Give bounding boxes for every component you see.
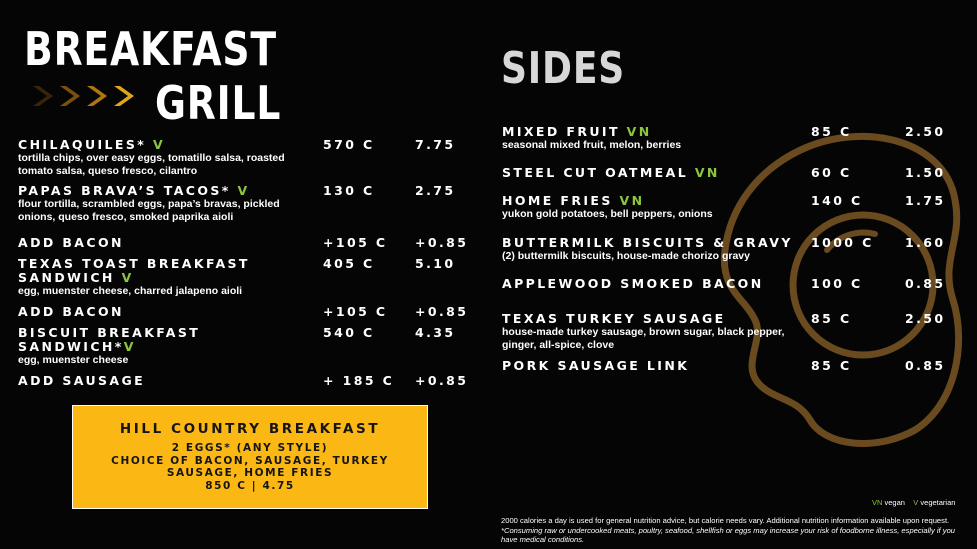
side-item-texas-turkey-sausage bbox=[502, 312, 784, 351]
item-description: (2) buttermilk biscuits, house-made chorizo gravy bbox=[502, 250, 750, 262]
nutrition-footnote bbox=[501, 516, 961, 545]
promo-line: SAUSAGE, HOME FRIES bbox=[166, 467, 334, 479]
item-price: 1.75 bbox=[905, 193, 946, 208]
item-description: yukon gold potatoes, bell peppers, onions bbox=[502, 208, 713, 220]
menu-item-add-bacon bbox=[18, 236, 124, 250]
menu-title-line1: BREAKFAST bbox=[24, 22, 277, 76]
item-price: 7.75 bbox=[415, 137, 456, 152]
item-price: 0.85 bbox=[905, 358, 946, 373]
sides-title: SIDES bbox=[501, 43, 626, 94]
item-name: STEEL CUT OATMEAL bbox=[502, 165, 689, 180]
item-name: APPLEWOOD SMOKED BACON bbox=[502, 276, 764, 291]
item-name: BUTTERMILK BISCUITS & GRAVY bbox=[502, 235, 793, 250]
promo-line: 2 EGGS* (ANY STYLE) bbox=[171, 442, 329, 454]
item-description: tortilla chips, over easy eggs, tomatillo salsa, roasted bbox=[18, 152, 285, 164]
vegetarian-tag: V bbox=[121, 270, 134, 285]
promo-box-hill-country-breakfast bbox=[72, 405, 428, 509]
item-name: CHILAQUILES* bbox=[18, 137, 147, 152]
item-name: ADD BACON bbox=[18, 235, 124, 250]
side-item-mixed-fruit bbox=[502, 125, 681, 152]
item-calories: 570 C bbox=[323, 137, 375, 152]
item-name: ADD BACON bbox=[18, 304, 124, 319]
vegan-tag: VN bbox=[619, 193, 645, 208]
legend-v-label: vegetarian bbox=[920, 498, 956, 507]
item-name: PAPAS BRAVA’S TACOS* bbox=[18, 183, 231, 198]
item-description: ginger, all-spice, clove bbox=[502, 338, 615, 351]
diet-legend bbox=[872, 498, 955, 507]
menu-item-chilaquiles bbox=[18, 138, 285, 177]
side-item-biscuits-gravy bbox=[502, 236, 793, 263]
chevron-right-icon bbox=[84, 81, 114, 111]
item-description: egg, muenster cheese, charred jalapeno aioli bbox=[18, 285, 243, 297]
vegetarian-tag: V bbox=[152, 137, 166, 152]
legend-vn-code: VN bbox=[872, 498, 883, 507]
item-price: +0.85 bbox=[415, 373, 469, 388]
item-calories: 130 C bbox=[323, 183, 375, 198]
chevron-right-icon bbox=[57, 81, 87, 111]
item-calories: 60 C bbox=[811, 165, 852, 180]
item-calories: 100 C bbox=[811, 276, 863, 291]
footnote-plain: 2000 calories a day is used for general nutrition advice, but calorie needs vary. Additional nutrition information available upon request. bbox=[501, 516, 950, 525]
item-name: SANDWICH* bbox=[18, 339, 124, 354]
item-price: 2.50 bbox=[905, 124, 946, 139]
item-name: ADD SAUSAGE bbox=[18, 373, 146, 388]
item-calories: 85 C bbox=[811, 311, 852, 326]
item-price: 1.60 bbox=[905, 235, 946, 250]
item-price: 4.35 bbox=[415, 325, 456, 340]
vegetarian-tag: V bbox=[123, 339, 136, 354]
vegan-tag: VN bbox=[626, 124, 652, 139]
promo-title: HILL COUNTRY BREAKFAST bbox=[119, 421, 381, 437]
item-description: house-made turkey sausage, brown sugar, black pepper, bbox=[502, 326, 785, 338]
item-description: egg, muenster cheese bbox=[18, 354, 129, 366]
side-item-pork-sausage-link bbox=[502, 359, 689, 373]
item-calories: + 185 C bbox=[323, 373, 395, 388]
item-price: 0.85 bbox=[905, 276, 946, 291]
menu-item-add-sausage bbox=[18, 374, 145, 388]
item-description: onions, queso fresco, smoked paprika aioli bbox=[18, 210, 234, 223]
menu-item-texas-toast-sandwich bbox=[18, 257, 250, 298]
promo-line: CHOICE OF BACON, SAUSAGE, TURKEY bbox=[111, 454, 389, 467]
item-description: tomato salsa, queso fresco, cilantro bbox=[18, 164, 198, 177]
menu-title-line2: GRILL bbox=[155, 76, 282, 130]
vegetarian-tag: V bbox=[237, 183, 250, 198]
item-price: 5.10 bbox=[415, 256, 456, 271]
footnote-warning: *Consuming raw or undercooked meats, poultry, seafood, shellfish or eggs may increase your risk of foodborne illness, especially if you have medical conditions. bbox=[501, 525, 956, 545]
promo-price: 850 C | 4.75 bbox=[205, 479, 295, 492]
menu-item-papas-bravas-tacos bbox=[18, 184, 280, 223]
item-calories: 140 C bbox=[811, 193, 863, 208]
legend-v-code: V bbox=[913, 498, 919, 507]
item-name: TEXAS TOAST BREAKFAST bbox=[18, 256, 250, 271]
item-name: PORK SAUSAGE LINK bbox=[502, 358, 690, 373]
chevron-right-icon bbox=[111, 81, 141, 111]
item-name: TEXAS TURKEY SAUSAGE bbox=[502, 311, 726, 326]
chevron-right-icon bbox=[30, 81, 60, 111]
item-description: flour tortilla, scrambled eggs, papa’s bravas, pickled bbox=[18, 198, 280, 210]
item-calories: 85 C bbox=[811, 124, 852, 139]
item-price: 2.50 bbox=[905, 311, 946, 326]
item-calories: 540 C bbox=[323, 325, 375, 340]
item-price: +0.85 bbox=[415, 235, 469, 250]
side-item-applewood-bacon bbox=[502, 277, 764, 291]
side-item-steel-cut-oatmeal bbox=[502, 166, 720, 180]
menu-item-biscuit-sandwich bbox=[18, 326, 200, 367]
item-calories: +105 C bbox=[323, 235, 388, 250]
item-calories: +105 C bbox=[323, 304, 388, 319]
item-name: HOME FRIES bbox=[502, 193, 613, 208]
item-calories: 1000 C bbox=[811, 235, 874, 250]
side-item-home-fries bbox=[502, 194, 713, 221]
vegan-tag: VN bbox=[694, 165, 720, 180]
item-calories: 405 C bbox=[323, 256, 375, 271]
legend-vn-label: vegan bbox=[884, 498, 905, 507]
item-name: SANDWICH bbox=[18, 270, 115, 285]
item-price: 1.50 bbox=[905, 165, 946, 180]
menu-item-add-bacon bbox=[18, 305, 124, 319]
item-description: seasonal mixed fruit, melon, berries bbox=[502, 139, 682, 151]
item-name: BISCUIT BREAKFAST bbox=[18, 325, 201, 340]
item-price: 2.75 bbox=[415, 183, 456, 198]
item-price: +0.85 bbox=[415, 304, 469, 319]
item-calories: 85 C bbox=[811, 358, 852, 373]
item-name: MIXED FRUIT bbox=[502, 124, 620, 139]
